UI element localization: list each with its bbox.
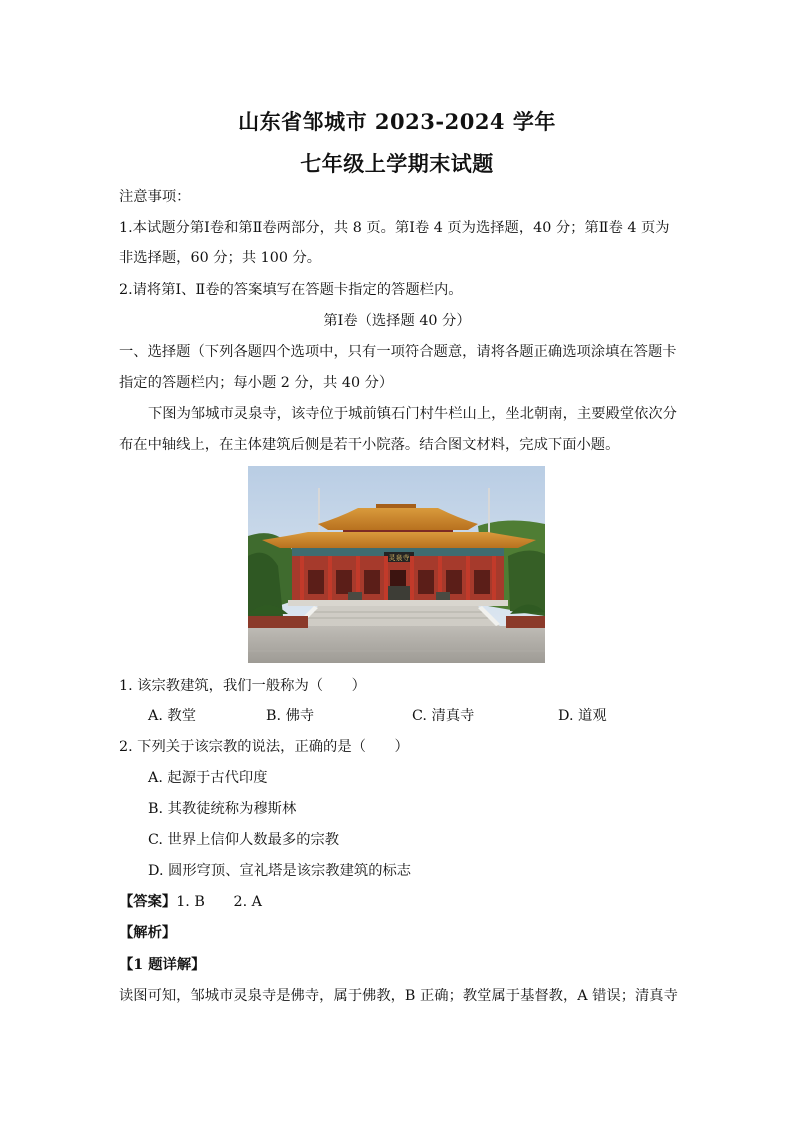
q2-option-c: C. 世界上信仰人数最多的宗教 [148,832,340,848]
q2-option-b: B. 其教徒统称为穆斯林 [148,801,297,817]
q1-option-b: B. 佛寺 [266,708,315,724]
section1-heading-line1: 一、选择题（下列各题四个选项中，只有一项符合题意，请将各题正确选项涂填在答题卡 [119,344,677,360]
exam-title: 山东省邹城市 2023-2024 学年 [238,109,556,134]
section1-heading-line2: 指定的答题栏内；每小题 2 分，共 40 分） [119,375,394,391]
detail-text: 读图可知，邹城市灵泉寺是佛寺，属于佛教，B 正确；教堂属于基督教，A 错误；清真寺 [119,988,678,1004]
answer-line [119,892,262,912]
temple-photo [248,466,545,663]
q2-stem: 2. 下列关于该宗教的说法，正确的是（ ） [119,739,409,755]
exam-subtitle: 七年级上学期末试题 [300,151,494,176]
notice-item1-line2: 非选择题，60 分；共 100 分。 [119,250,322,266]
q1-option-c: C. 清真寺 [412,708,475,724]
q2-option-a: A. 起源于古代印度 [148,770,268,786]
section1-intro-line2: 布在中轴线上，在主体建筑后侧是若干小院落。结合图文材料，完成下面小题。 [119,437,620,453]
q1-option-d: D. 道观 [558,708,607,724]
temple-sign-text: 灵泉寺 [388,554,410,562]
notice-item1-line1: 1.本试题分第Ⅰ卷和第Ⅱ卷两部分，共 8 页。第Ⅰ卷 4 页为选择题，40 分；第Ⅱ卷 4 页为 [119,220,670,236]
notice-item2: 2.请将第Ⅰ、Ⅱ卷的答案填写在答题卡指定的答题栏内。 [119,282,463,298]
detail-label: 【1 题详解】 [119,957,206,973]
analysis-label: 【解析】 [119,925,177,941]
q2-option-d: D. 圆形穹顶、宣礼塔是该宗教建筑的标志 [148,863,412,879]
answer-value: 1. B 2. A [176,894,262,910]
part1-heading: 第Ⅰ卷（选择题 40 分） [323,313,471,329]
notice-heading: 注意事项： [119,189,191,205]
answer-label: 【答案】 [119,894,177,910]
q1-option-a: A. 教堂 [148,708,197,724]
q1-stem: 1. 该宗教建筑，我们一般称为（ ） [119,678,366,694]
section1-intro-line1: 下图为邹城市灵泉寺，该寺位于城前镇石门村牛栏山上，坐北朝南，主要殿堂依次分 [148,406,677,422]
